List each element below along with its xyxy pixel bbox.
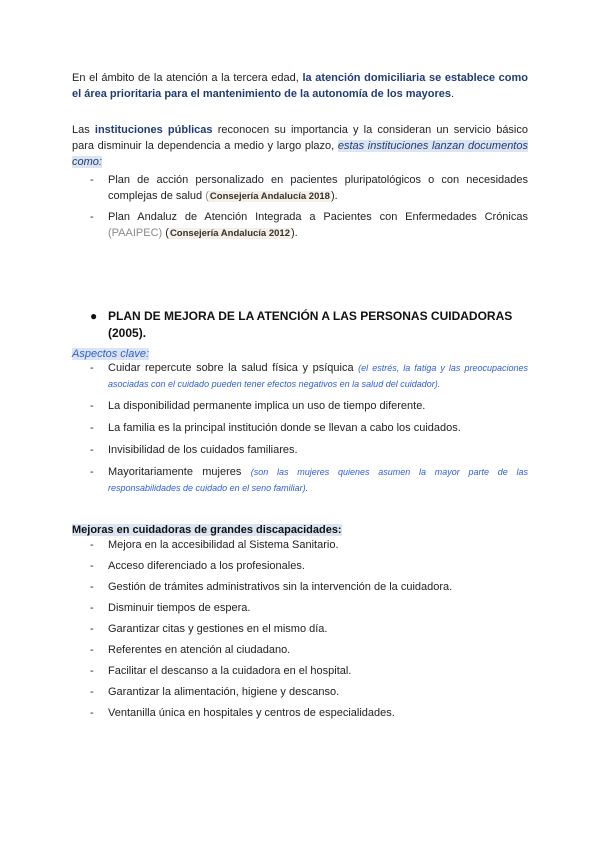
- list-item: [72, 420, 528, 436]
- intro-paragraph-1: [72, 70, 528, 102]
- aspect-text: Mayoritariamente mujeres: [108, 466, 251, 478]
- improvement-text: Garantizar la alimentación, higiene y descanso.: [108, 686, 340, 698]
- doc-text: Plan Andaluz de Atención Integrada a Pacientes con Enfermedades Crónicas: [108, 211, 528, 223]
- doc-text: Plan de acción personalizado en pacientes pluripatológicos o con necesidades complejas de salud: [108, 174, 528, 202]
- improvements-title-row: [72, 524, 528, 536]
- list-item: [72, 600, 528, 616]
- cite-close: ).: [330, 190, 338, 202]
- list-item: [72, 663, 528, 679]
- document-page: [72, 70, 528, 721]
- list-item: [72, 621, 528, 637]
- improvement-text: Gestión de trámites administrativos sin la intervención de la cuidadora.: [108, 581, 453, 593]
- section-title: PLAN DE MEJORA DE LA ATENCIÓN A LAS PERSONAS CUIDADORAS (2005).: [108, 309, 513, 340]
- citation: Consejería Andalucía 2018: [209, 191, 330, 202]
- intro-paragraph-2: [72, 122, 528, 170]
- aspect-text: Cuidar repercute sobre la salud física y psíquica: [108, 362, 359, 374]
- p2-text: reconocen su importancia y la consideran un servicio básico para disminuir la dependencia a medio y largo plazo,: [72, 124, 528, 152]
- p2-italic: estas instituciones lanzan documentos como:: [72, 140, 528, 168]
- p2-emphasis: instituciones públicas: [94, 124, 213, 136]
- improvement-text: Mejora en la accesibilidad al Sistema Sanitario.: [108, 539, 339, 551]
- improvement-text: Facilitar el descanso a la cuidadora en el hospital.: [108, 665, 352, 677]
- list-item: [72, 442, 528, 458]
- list-item: [72, 558, 528, 574]
- documents-list: [72, 172, 528, 242]
- aspects-label: Aspectos clave:: [72, 348, 150, 360]
- improvement-text: Garantizar citas y gestiones en el mismo día.: [108, 623, 328, 635]
- list-item: [72, 360, 528, 392]
- list-item: [72, 642, 528, 658]
- improvements-title: Mejoras en cuidadoras de grandes discapacidades:: [72, 524, 342, 536]
- list-item: [72, 464, 528, 496]
- improvement-text: Referentes en atención al ciudadano.: [108, 644, 291, 656]
- list-item: [72, 209, 528, 242]
- aspects-list: [72, 360, 528, 496]
- improvement-text: Ventanilla única en hospitales y centros de especialidades.: [108, 707, 395, 719]
- intro-end: .: [451, 88, 455, 100]
- cite-close: ).: [290, 227, 298, 239]
- list-item: [72, 172, 528, 205]
- improvements-list: [72, 537, 528, 721]
- aspect-note: (el estrés, la fatiga y las preocupaciones asociadas con el cuidado pueden tener efectos negativos en la salud del cuidador).: [108, 363, 528, 389]
- list-item: [72, 684, 528, 700]
- aspects-label-row: [72, 348, 528, 360]
- section-heading: [72, 308, 528, 342]
- list-item: [72, 537, 528, 553]
- bullet-icon: ●: [90, 309, 98, 323]
- list-item: [72, 579, 528, 595]
- citation: Consejería Andalucía 2012: [169, 228, 290, 239]
- improvement-text: Disminuir tiempos de espera.: [108, 602, 251, 614]
- aspect-text: La familia es la principal institución donde se llevan a cabo los cuidados.: [108, 422, 461, 434]
- improvement-text: Acceso diferenciado a los profesionales.: [108, 560, 305, 572]
- cite-open: (: [205, 190, 209, 202]
- cite-open: (: [162, 227, 169, 239]
- aspect-text: Invisibilidad de los cuidados familiares.: [108, 444, 298, 456]
- list-item: [72, 398, 528, 414]
- p2-start: Las: [72, 124, 95, 136]
- aspect-note: (son las mujeres quienes asumen la mayor parte de las responsabilidades de cuidado en el seno familiar).: [108, 467, 528, 493]
- intro-text: En el ámbito de la atención a la tercera edad,: [72, 72, 303, 84]
- aspect-text: La disponibilidad permanente implica un uso de tiempo diferente.: [108, 400, 426, 412]
- list-item: [72, 705, 528, 721]
- acronym: (PAAIPEC): [108, 227, 163, 239]
- intro-emphasis: la atención domiciliaria se establece como el área prioritaria para el mantenimiento de la autonomía de los mayores: [72, 72, 528, 100]
